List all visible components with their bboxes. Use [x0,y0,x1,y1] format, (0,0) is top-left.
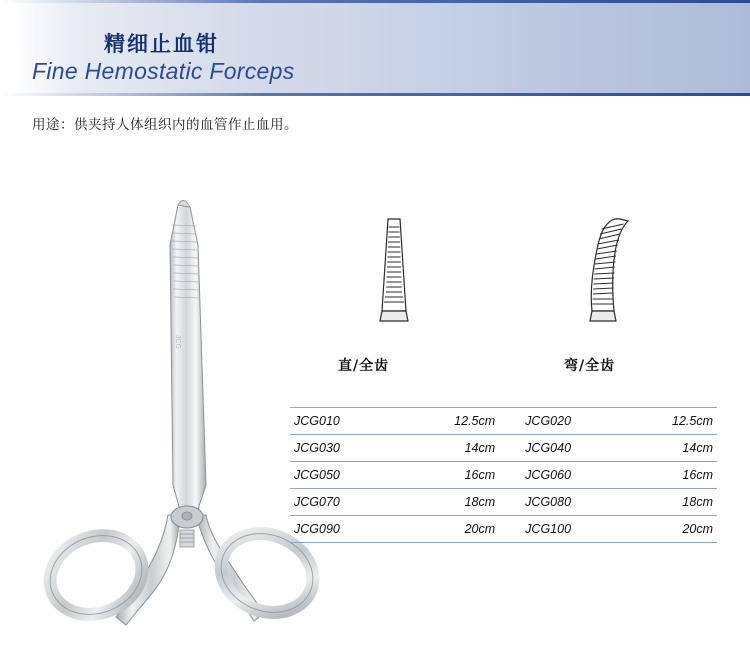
curved-size: 14cm [624,435,717,462]
curved-code: JCG020 [513,408,624,435]
straight-jaw-illustration [330,215,460,345]
straight-jaw-caption: 直/全齿 [338,358,390,374]
specification-table-body [290,408,717,543]
table-row [290,489,717,516]
curved-size: 20cm [624,516,717,543]
straight-code: JCG070 [290,489,397,516]
curved-size: 18cm [624,489,717,516]
header-top-rule [0,0,750,3]
svg-text:JCG: JCG [174,335,181,349]
table-row [290,435,717,462]
page-header [0,0,750,96]
page-title-chinese: 精细止血钳 [104,32,219,56]
table-row [290,408,717,435]
straight-code: JCG030 [290,435,397,462]
curved-code: JCG100 [513,516,624,543]
table-row [290,516,717,543]
page-title-english: Fine Hemostatic Forceps [32,58,295,84]
straight-size: 16cm [397,462,513,489]
hemostatic-forceps-photo [30,185,320,635]
curved-size: 16cm [624,462,717,489]
straight-code: JCG010 [290,408,397,435]
curved-code: JCG060 [513,462,624,489]
straight-size: 14cm [397,435,513,462]
usage-description: 用途：供夹持人体组织内的血管作止血用。 [32,117,298,133]
curved-size: 12.5cm [624,408,717,435]
curved-code: JCG080 [513,489,624,516]
curved-jaw-caption: 弯/全齿 [564,358,616,374]
straight-size: 20cm [397,516,513,543]
straight-code: JCG050 [290,462,397,489]
specification-table [290,407,717,543]
table-row [290,462,717,489]
curved-code: JCG040 [513,435,624,462]
curved-jaw-illustration [540,215,670,345]
straight-size: 18cm [397,489,513,516]
header-bottom-rule [0,93,750,96]
straight-size: 12.5cm [397,408,513,435]
straight-code: JCG090 [290,516,397,543]
